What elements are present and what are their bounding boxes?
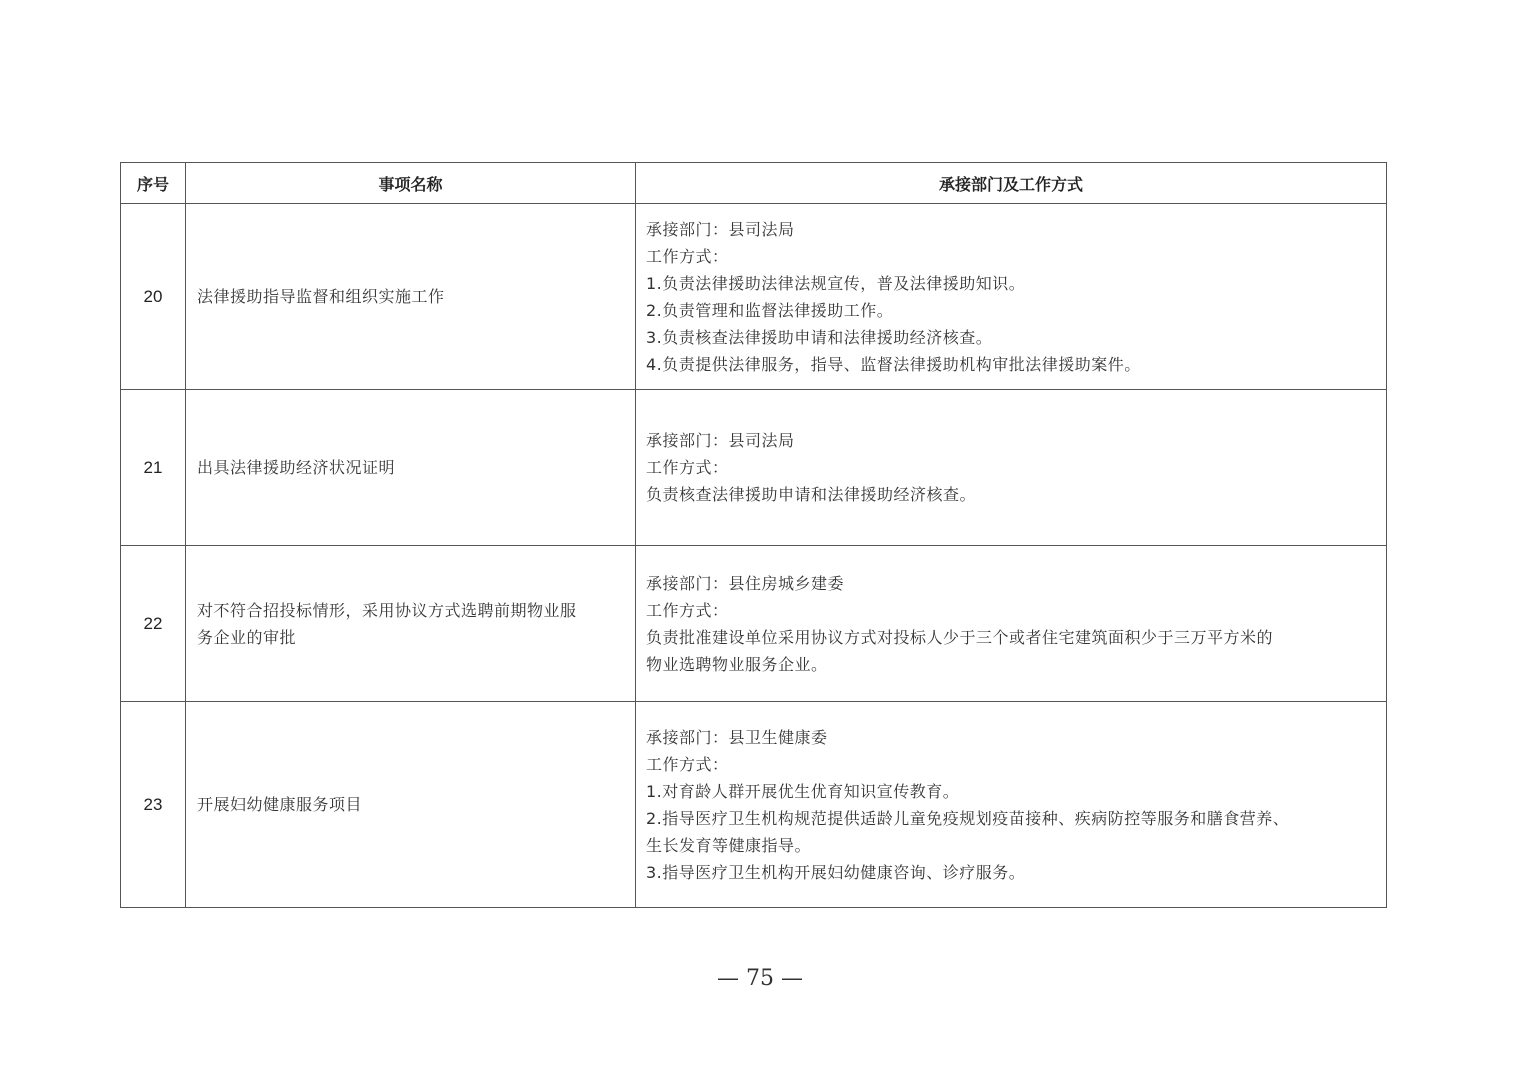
method-label: 工作方式：: [646, 246, 729, 266]
method-item: 1.负责法律援助法律法规宣传，普及法律援助知识。: [646, 273, 1026, 293]
row-matter-name: [186, 546, 636, 702]
row-serial-number: 20: [121, 204, 186, 390]
header-department-method: 承接部门及工作方式: [636, 163, 1387, 204]
method-item: 1.对育龄人群开展优生优育知识宣传教育。: [646, 781, 960, 801]
row-matter-name: 法律援助指导监督和组织实施工作: [186, 204, 636, 390]
method-item: 4.负责提供法律服务，指导、监督法律援助机构审批法律援助案件。: [646, 354, 1141, 374]
header-matter-name: 事项名称: [186, 163, 636, 204]
department-line: 承接部门：县司法局: [646, 431, 795, 450]
row-department-method: [636, 546, 1387, 702]
method-item: 生长发育等健康指导。: [646, 835, 812, 855]
method-item: 2.指导医疗卫生机构规范提供适龄儿童免疫规划疫苗接种、疾病防控等服务和膳食营养、: [646, 808, 1290, 828]
matters-table: [120, 162, 1387, 908]
row-serial-number: 21: [121, 390, 186, 546]
row-matter-name: 开展妇幼健康服务项目: [186, 702, 636, 908]
page-number: — 75 —: [717, 966, 803, 991]
table-row: [121, 204, 1387, 390]
table-row: [121, 546, 1387, 702]
method-item: 物业选聘物业服务企业。: [646, 654, 828, 674]
header-serial-number: 序号: [121, 163, 186, 204]
row-serial-number: 22: [121, 546, 186, 702]
matter-name-line: 对不符合招投标情形，采用协议方式选聘前期物业服: [197, 600, 577, 620]
row-department-method: [636, 204, 1387, 390]
table-header-row: [121, 163, 1387, 204]
department-line: 承接部门：县司法局: [646, 219, 795, 239]
method-label: 工作方式：: [646, 458, 729, 477]
table-row: [121, 702, 1387, 908]
method-item: 负责批准建设单位采用协议方式对投标人少于三个或者住宅建筑面积少于三万平方米的: [646, 627, 1274, 647]
table-row: [121, 390, 1387, 546]
method-item: 负责核查法律援助申请和法律援助经济核查。: [646, 485, 977, 504]
method-item: 3.负责核查法律援助申请和法律援助经济核查。: [646, 327, 993, 347]
matter-name-line: 务企业的审批: [197, 627, 297, 647]
row-department-method: [636, 702, 1387, 908]
row-matter-name: 出具法律援助经济状况证明: [186, 390, 636, 546]
row-department-method: [636, 390, 1387, 546]
method-item: 2.负责管理和监督法律援助工作。: [646, 300, 894, 320]
method-label: 工作方式：: [646, 754, 729, 774]
row-serial-number: 23: [121, 702, 186, 908]
method-label: 工作方式：: [646, 600, 729, 620]
department-line: 承接部门：县住房城乡建委: [646, 573, 845, 593]
department-line: 承接部门：县卫生健康委: [646, 727, 828, 747]
method-item: 3.指导医疗卫生机构开展妇幼健康咨询、诊疗服务。: [646, 862, 1026, 882]
